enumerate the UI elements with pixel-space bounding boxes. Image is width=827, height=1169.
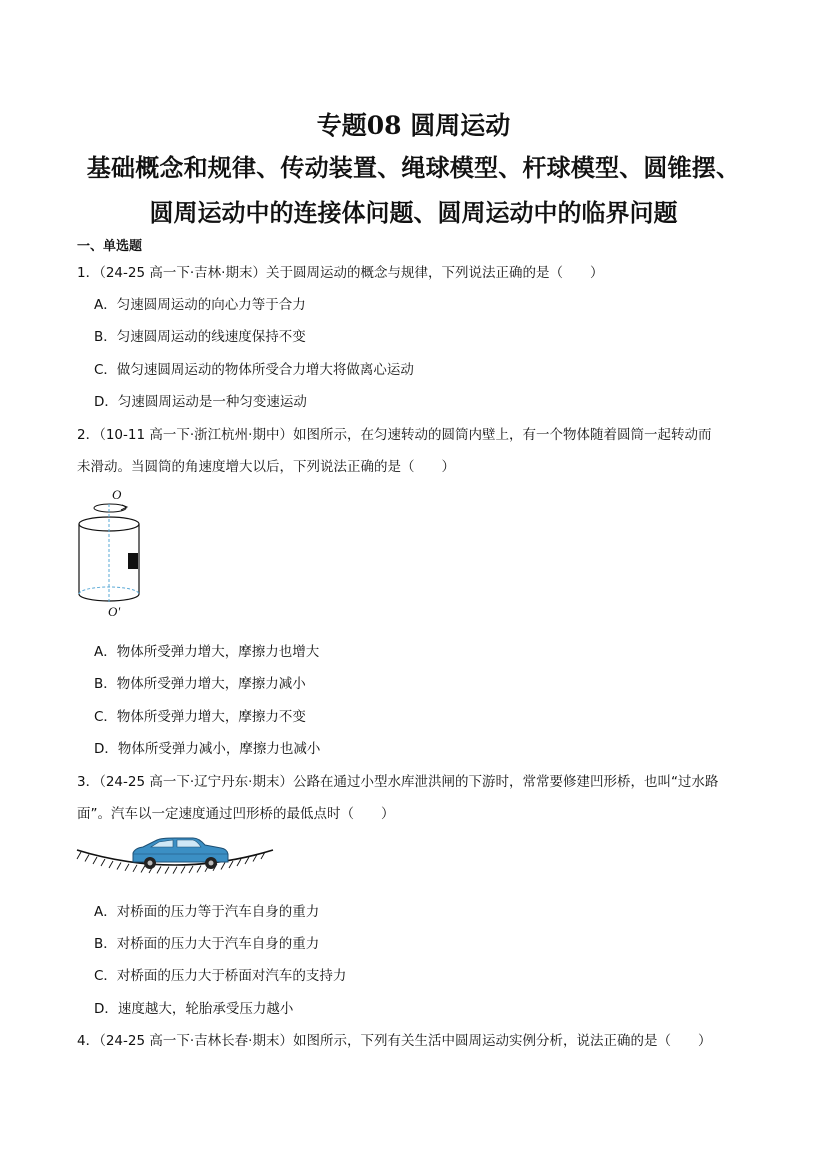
question-3-option-b: B．对桥面的压力大于汽车自身的重力 [94, 936, 320, 952]
document-subtitle-line2: 圆周运动中的连接体问题、圆周运动中的临界问题 [149, 198, 678, 227]
question-3-option-c: C．对桥面的压力大于桥面对汽车的支持力 [94, 968, 347, 984]
question-1-option-c: C．做匀速圆周运动的物体所受合力增大将做离心运动 [94, 362, 414, 378]
question-3-stem-line1: 3．（24-25 高一下·辽宁丹东·期末）公路在通过小型水库泄洪闸的下游时，常常要修建凹形桥，也叫“过水路 [77, 774, 719, 790]
rotating-cylinder-figure [70, 484, 160, 624]
question-2-stem-line1: 2．（10-11 高一下·浙江杭州·期中）如图所示，在匀速转动的圆筒内壁上，有一个物体随着圆筒一起转动而 [77, 427, 712, 443]
axis-label-bottom: O' [108, 604, 121, 619]
question-3-stem-line2: 面”。汽车以一定速度通过凹形桥的最低点时（ ） [77, 806, 395, 822]
axis-label-top: O [112, 487, 122, 502]
question-3-option-a: A．对桥面的压力等于汽车自身的重力 [94, 904, 320, 920]
question-1-option-b: B．匀速圆周运动的线速度保持不变 [94, 329, 306, 345]
question-1-stem: 1．（24-25 高一下·吉林·期末）关于圆周运动的概念与规律，下列说法正确的是（ ） [77, 265, 604, 281]
question-4-stem: 4．（24-25 高一下·吉林长春·期末）如图所示，下列有关生活中圆周运动实例分析，说法正确的是（ ） [77, 1033, 712, 1049]
question-2-option-a: A．物体所受弹力增大，摩擦力也增大 [94, 644, 320, 660]
section-heading: 一、单选题 [77, 239, 143, 254]
question-2-option-d: D．物体所受弹力减小，摩擦力也减小 [94, 741, 321, 757]
question-2-option-c: C．物体所受弹力增大，摩擦力不变 [94, 709, 306, 725]
question-2-option-b: B．物体所受弹力增大，摩擦力减小 [94, 676, 306, 692]
document-subtitle-line1: 基础概念和规律、传动装置、绳球模型、杆球模型、圆锥摆、 [86, 153, 741, 182]
object-block [128, 553, 138, 569]
concave-bridge-figure [75, 832, 275, 882]
question-2-stem-line2: 未滑动。当圆筒的角速度增大以后，下列说法正确的是（ ） [77, 459, 455, 475]
question-1-option-a: A．匀速圆周运动的向心力等于合力 [94, 297, 306, 313]
question-3-option-d: D．速度越大，轮胎承受压力越小 [94, 1001, 294, 1017]
question-1-option-d: D．匀速圆周运动是一种匀变速运动 [94, 394, 307, 410]
document-title: 专题08 圆周运动 [316, 111, 511, 140]
rotation-arrow-icon [94, 504, 126, 512]
